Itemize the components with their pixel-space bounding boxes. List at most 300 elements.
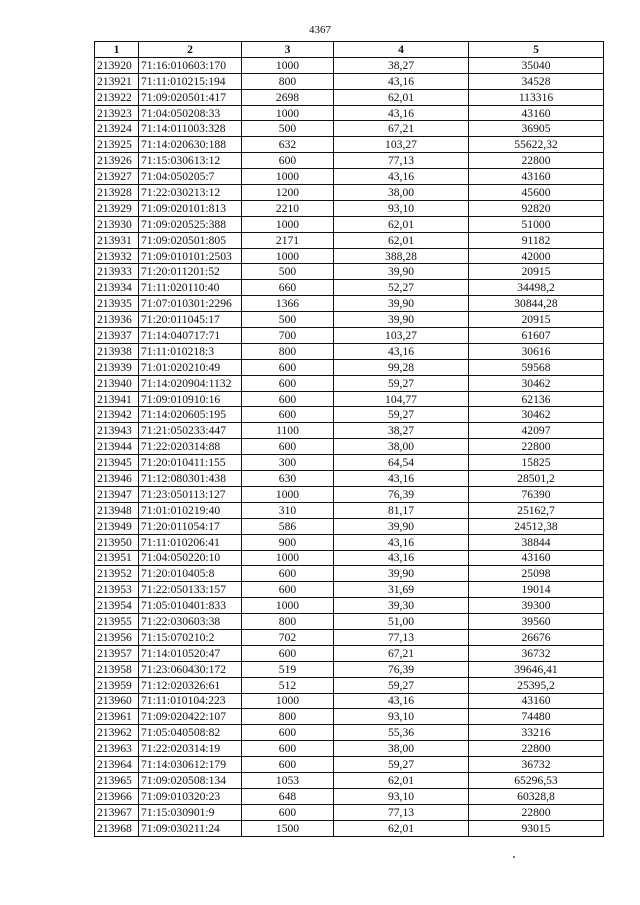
table-cell: 61607 [469, 328, 604, 344]
table-row [95, 471, 604, 487]
table-cell: 59568 [469, 359, 604, 375]
table-row [95, 757, 604, 773]
table-cell: 71:20:011054:17 [139, 518, 242, 534]
table-cell: 43,16 [334, 471, 469, 487]
table-row [95, 312, 604, 328]
table-cell: 213935 [95, 296, 139, 312]
column-header: 2 [139, 42, 242, 58]
table-cell: 213965 [95, 772, 139, 788]
table-cell: 71:15:030901:9 [139, 804, 242, 820]
table-cell: 213967 [95, 804, 139, 820]
table-cell: 213968 [95, 820, 139, 836]
table-cell: 213925 [95, 137, 139, 153]
table-row [95, 216, 604, 232]
table-cell: 213944 [95, 439, 139, 455]
table-row [95, 709, 604, 725]
table-row [95, 232, 604, 248]
column-header: 3 [242, 42, 334, 58]
table-row [95, 153, 604, 169]
table-cell: 1053 [242, 772, 334, 788]
table-cell: 39,90 [334, 296, 469, 312]
table-cell: 1000 [242, 169, 334, 185]
table-cell: 77,13 [334, 804, 469, 820]
table-row [95, 566, 604, 582]
table-cell: 213922 [95, 89, 139, 105]
column-header: 5 [469, 42, 604, 58]
table-cell: 39,90 [334, 264, 469, 280]
table-cell: 71:09:010320:23 [139, 788, 242, 804]
table-cell: 39,30 [334, 598, 469, 614]
table-row [95, 614, 604, 630]
table-cell: 71:04:050208:33 [139, 105, 242, 121]
table-cell: 71:09:010101:2503 [139, 248, 242, 264]
table-cell: 71:14:011003:328 [139, 121, 242, 137]
table-cell: 213941 [95, 391, 139, 407]
table-cell: 71:21:050233:447 [139, 423, 242, 439]
table-row [95, 518, 604, 534]
table-row [95, 804, 604, 820]
table-cell: 71:14:010520:47 [139, 645, 242, 661]
table-cell: 71:09:020101:813 [139, 200, 242, 216]
table-cell: 43160 [469, 693, 604, 709]
table-cell: 15825 [469, 455, 604, 471]
table-row [95, 200, 604, 216]
table-row [95, 423, 604, 439]
table-cell: 42000 [469, 248, 604, 264]
table-row [95, 486, 604, 502]
table-cell: 20915 [469, 312, 604, 328]
table-cell: 26676 [469, 629, 604, 645]
table-cell: 104,77 [334, 391, 469, 407]
table-cell: 500 [242, 312, 334, 328]
table-cell: 71:14:020630:188 [139, 137, 242, 153]
table-cell: 55622,32 [469, 137, 604, 153]
table-cell: 103,27 [334, 137, 469, 153]
table-cell: 38,00 [334, 741, 469, 757]
table-cell: 77,13 [334, 629, 469, 645]
table-cell: 91182 [469, 232, 604, 248]
table-body [95, 57, 604, 836]
table-cell: 213933 [95, 264, 139, 280]
table-cell: 71:01:020210:49 [139, 359, 242, 375]
table-cell: 71:11:010218:3 [139, 343, 242, 359]
table-cell: 39560 [469, 614, 604, 630]
table-cell: 39300 [469, 598, 604, 614]
table-row [95, 534, 604, 550]
table-row [95, 328, 604, 344]
table-cell: 51000 [469, 216, 604, 232]
table-cell: 1000 [242, 57, 334, 73]
table-cell: 60328,8 [469, 788, 604, 804]
table-cell: 71:20:010411:155 [139, 455, 242, 471]
table-cell: 632 [242, 137, 334, 153]
table-cell: 71:11:020110:40 [139, 280, 242, 296]
table-cell: 71:20:011045:17 [139, 312, 242, 328]
table-row [95, 788, 604, 804]
table-row [95, 89, 604, 105]
table-cell: 600 [242, 359, 334, 375]
table-row [95, 121, 604, 137]
table-cell: 38844 [469, 534, 604, 550]
table-cell: 43,16 [334, 534, 469, 550]
table-cell: 30462 [469, 407, 604, 423]
table-cell: 213932 [95, 248, 139, 264]
table-cell: 300 [242, 455, 334, 471]
table-cell: 2171 [242, 232, 334, 248]
table-cell: 36732 [469, 645, 604, 661]
table-cell: 71:11:010215:194 [139, 73, 242, 89]
table-cell: 71:11:010206:41 [139, 534, 242, 550]
table-cell: 600 [242, 153, 334, 169]
table-cell: 213931 [95, 232, 139, 248]
table-cell: 213953 [95, 582, 139, 598]
table-cell: 103,27 [334, 328, 469, 344]
table-row [95, 185, 604, 201]
table-row [95, 502, 604, 518]
table-cell: 213934 [95, 280, 139, 296]
table-cell: 213955 [95, 614, 139, 630]
table-cell: 1000 [242, 216, 334, 232]
table-row [95, 550, 604, 566]
table-row [95, 677, 604, 693]
table-cell: 213924 [95, 121, 139, 137]
table-cell: 213930 [95, 216, 139, 232]
table-cell: 71:23:050113:127 [139, 486, 242, 502]
table-cell: 71:09:010910:16 [139, 391, 242, 407]
table-cell: 2698 [242, 89, 334, 105]
table-cell: 213961 [95, 709, 139, 725]
table-cell: 71:16:010603:170 [139, 57, 242, 73]
table-cell: 22800 [469, 439, 604, 455]
table-cell: 43,16 [334, 343, 469, 359]
table-cell: 31,69 [334, 582, 469, 598]
table-cell: 38,00 [334, 439, 469, 455]
table-cell: 1000 [242, 550, 334, 566]
table-cell: 43,16 [334, 169, 469, 185]
table-cell: 59,27 [334, 677, 469, 693]
table-row [95, 375, 604, 391]
table-cell: 2210 [242, 200, 334, 216]
table-cell: 213942 [95, 407, 139, 423]
table-row [95, 296, 604, 312]
table-cell: 1000 [242, 693, 334, 709]
table-cell: 213964 [95, 757, 139, 773]
table-cell: 800 [242, 614, 334, 630]
table-cell: 71:15:030613:12 [139, 153, 242, 169]
table-cell: 39,90 [334, 312, 469, 328]
table-cell: 213936 [95, 312, 139, 328]
table-row [95, 169, 604, 185]
table-cell: 59,27 [334, 375, 469, 391]
table-cell: 600 [242, 804, 334, 820]
table-cell: 213957 [95, 645, 139, 661]
table-cell: 213951 [95, 550, 139, 566]
table-cell: 42097 [469, 423, 604, 439]
table-cell: 600 [242, 407, 334, 423]
table-cell: 113316 [469, 89, 604, 105]
table-cell: 600 [242, 757, 334, 773]
table-cell: 213943 [95, 423, 139, 439]
table-cell: 630 [242, 471, 334, 487]
table-cell: 77,13 [334, 153, 469, 169]
table-cell: 600 [242, 582, 334, 598]
table-cell: 76,39 [334, 661, 469, 677]
table-cell: 34498,2 [469, 280, 604, 296]
table-cell: 71:09:020422:107 [139, 709, 242, 725]
table-cell: 213927 [95, 169, 139, 185]
table-cell: 648 [242, 788, 334, 804]
table-cell: 67,21 [334, 645, 469, 661]
table-cell: 388,28 [334, 248, 469, 264]
table-cell: 71:14:040717:71 [139, 328, 242, 344]
table-row [95, 693, 604, 709]
table-cell: 24512,38 [469, 518, 604, 534]
table-cell: 800 [242, 73, 334, 89]
table-cell: 39646,41 [469, 661, 604, 677]
table-cell: 22800 [469, 153, 604, 169]
table-cell: 20915 [469, 264, 604, 280]
table-cell: 213966 [95, 788, 139, 804]
table-cell: 59,27 [334, 757, 469, 773]
data-table [94, 41, 604, 837]
table-cell: 519 [242, 661, 334, 677]
table-cell: 213945 [95, 455, 139, 471]
table-cell: 35040 [469, 57, 604, 73]
table-cell: 71:09:030211:24 [139, 820, 242, 836]
table-cell: 71:11:010104:223 [139, 693, 242, 709]
table-cell: 213928 [95, 185, 139, 201]
table-cell: 76390 [469, 486, 604, 502]
table-row [95, 343, 604, 359]
table-cell: 71:22:030213:12 [139, 185, 242, 201]
table-cell: 74480 [469, 709, 604, 725]
table-cell: 43160 [469, 105, 604, 121]
table-cell: 71:04:050205:7 [139, 169, 242, 185]
table-cell: 43,16 [334, 550, 469, 566]
table-cell: 1000 [242, 598, 334, 614]
table-cell: 71:12:080301:438 [139, 471, 242, 487]
page-number: 4367 [309, 24, 331, 36]
table-row [95, 57, 604, 73]
table-cell: 1366 [242, 296, 334, 312]
table-cell: 1000 [242, 486, 334, 502]
table-cell: 52,27 [334, 280, 469, 296]
table-cell: 64,54 [334, 455, 469, 471]
table-cell: 213950 [95, 534, 139, 550]
table-cell: 213963 [95, 741, 139, 757]
table-cell: 71:12:020326:61 [139, 677, 242, 693]
table-cell: 600 [242, 391, 334, 407]
table-row [95, 280, 604, 296]
table-cell: 600 [242, 566, 334, 582]
table-cell: 800 [242, 343, 334, 359]
table-cell: 67,21 [334, 121, 469, 137]
table-cell: 71:05:040508:82 [139, 725, 242, 741]
table-cell: 71:14:020904:1132 [139, 375, 242, 391]
table-cell: 55,36 [334, 725, 469, 741]
table-cell: 43,16 [334, 693, 469, 709]
table-row [95, 407, 604, 423]
table-row [95, 264, 604, 280]
table-cell: 700 [242, 328, 334, 344]
table-cell: 62,01 [334, 772, 469, 788]
table-cell: 62,01 [334, 820, 469, 836]
table-cell: 62,01 [334, 232, 469, 248]
table-cell: 93,10 [334, 788, 469, 804]
table-cell: 71:09:020508:134 [139, 772, 242, 788]
table-cell: 93,10 [334, 709, 469, 725]
table-cell: 213958 [95, 661, 139, 677]
table-row [95, 359, 604, 375]
table-row [95, 137, 604, 153]
table-cell: 213920 [95, 57, 139, 73]
table-cell: 512 [242, 677, 334, 693]
table-row [95, 439, 604, 455]
table-cell: 660 [242, 280, 334, 296]
table-cell: 213929 [95, 200, 139, 216]
table-cell: 600 [242, 439, 334, 455]
table-cell: 22800 [469, 741, 604, 757]
table-cell: 33216 [469, 725, 604, 741]
table-row [95, 391, 604, 407]
table-cell: 71:09:020501:805 [139, 232, 242, 248]
table-cell: 213938 [95, 343, 139, 359]
table-cell: 81,17 [334, 502, 469, 518]
table-cell: 43,16 [334, 73, 469, 89]
table-cell: 62,01 [334, 89, 469, 105]
table-cell: 25162,7 [469, 502, 604, 518]
table-cell: 213956 [95, 629, 139, 645]
table-row [95, 725, 604, 741]
table-cell: 71:20:011201:52 [139, 264, 242, 280]
table-cell: 1200 [242, 185, 334, 201]
table-cell: 71:22:030603:38 [139, 614, 242, 630]
table-cell: 45600 [469, 185, 604, 201]
table-row [95, 582, 604, 598]
table-cell: 22800 [469, 804, 604, 820]
table-cell: 71:01:010219:40 [139, 502, 242, 518]
table-row [95, 455, 604, 471]
table-cell: 59,27 [334, 407, 469, 423]
table-cell: 71:07:010301:2296 [139, 296, 242, 312]
table-cell: 71:22:020314:19 [139, 741, 242, 757]
table-cell: 71:04:050220:10 [139, 550, 242, 566]
table-row [95, 105, 604, 121]
table-cell: 71:09:020525:388 [139, 216, 242, 232]
table-cell: 71:14:030612:179 [139, 757, 242, 773]
table-cell: 213939 [95, 359, 139, 375]
table-cell: 500 [242, 121, 334, 137]
table-row [95, 248, 604, 264]
column-header: 1 [95, 42, 139, 58]
table-cell: 600 [242, 725, 334, 741]
table-cell: 43160 [469, 169, 604, 185]
table-cell: 600 [242, 741, 334, 757]
table-cell: 600 [242, 375, 334, 391]
table-cell: 213926 [95, 153, 139, 169]
table-cell: 213947 [95, 486, 139, 502]
table-cell: 213948 [95, 502, 139, 518]
table-cell: 19014 [469, 582, 604, 598]
table-cell: 213946 [95, 471, 139, 487]
table-cell: 76,39 [334, 486, 469, 502]
table-cell: 34528 [469, 73, 604, 89]
table-cell: 71:22:020314:88 [139, 439, 242, 455]
table-cell: 310 [242, 502, 334, 518]
table-cell: 25098 [469, 566, 604, 582]
table-cell: 71:09:020501:417 [139, 89, 242, 105]
table-cell: 93,10 [334, 200, 469, 216]
table-cell: 43160 [469, 550, 604, 566]
table-cell: 213940 [95, 375, 139, 391]
table-cell: 71:05:010401:833 [139, 598, 242, 614]
table-row [95, 73, 604, 89]
table-cell: 38,27 [334, 57, 469, 73]
table-cell: 900 [242, 534, 334, 550]
table-cell: 71:15:070210:2 [139, 629, 242, 645]
table-cell: 43,16 [334, 105, 469, 121]
table-cell: 65296,53 [469, 772, 604, 788]
table-cell: 586 [242, 518, 334, 534]
table-row [95, 598, 604, 614]
table-cell: 30616 [469, 343, 604, 359]
table-cell: 62136 [469, 391, 604, 407]
table-cell: 30844,28 [469, 296, 604, 312]
table-cell: 500 [242, 264, 334, 280]
column-header: 4 [334, 42, 469, 58]
table-cell: 71:22:050133:157 [139, 582, 242, 598]
table-cell: 213949 [95, 518, 139, 534]
stray-mark [513, 856, 515, 858]
table-cell: 25395,2 [469, 677, 604, 693]
table-cell: 62,01 [334, 216, 469, 232]
table-cell: 28501,2 [469, 471, 604, 487]
table-cell: 39,90 [334, 518, 469, 534]
table-cell: 213962 [95, 725, 139, 741]
table-cell: 71:23:060430:172 [139, 661, 242, 677]
table-cell: 213959 [95, 677, 139, 693]
table-cell: 71:14:020605:195 [139, 407, 242, 423]
table-cell: 71:20:010405:8 [139, 566, 242, 582]
table-cell: 1100 [242, 423, 334, 439]
table-cell: 38,27 [334, 423, 469, 439]
table-row [95, 741, 604, 757]
table-header-row [95, 42, 604, 58]
table-row [95, 661, 604, 677]
table-cell: 51,00 [334, 614, 469, 630]
table-cell: 213952 [95, 566, 139, 582]
table-cell: 1000 [242, 105, 334, 121]
table-cell: 92820 [469, 200, 604, 216]
table-cell: 213923 [95, 105, 139, 121]
table-cell: 30462 [469, 375, 604, 391]
table-cell: 702 [242, 629, 334, 645]
table-cell: 99,28 [334, 359, 469, 375]
table-cell: 213937 [95, 328, 139, 344]
table-cell: 213960 [95, 693, 139, 709]
table-row [95, 645, 604, 661]
table-cell: 213954 [95, 598, 139, 614]
table-cell: 1000 [242, 248, 334, 264]
table-cell: 39,90 [334, 566, 469, 582]
table-cell: 36905 [469, 121, 604, 137]
table-row [95, 629, 604, 645]
table-cell: 38,00 [334, 185, 469, 201]
table-row [95, 772, 604, 788]
table-row [95, 820, 604, 836]
table-cell: 800 [242, 709, 334, 725]
table-cell: 1500 [242, 820, 334, 836]
